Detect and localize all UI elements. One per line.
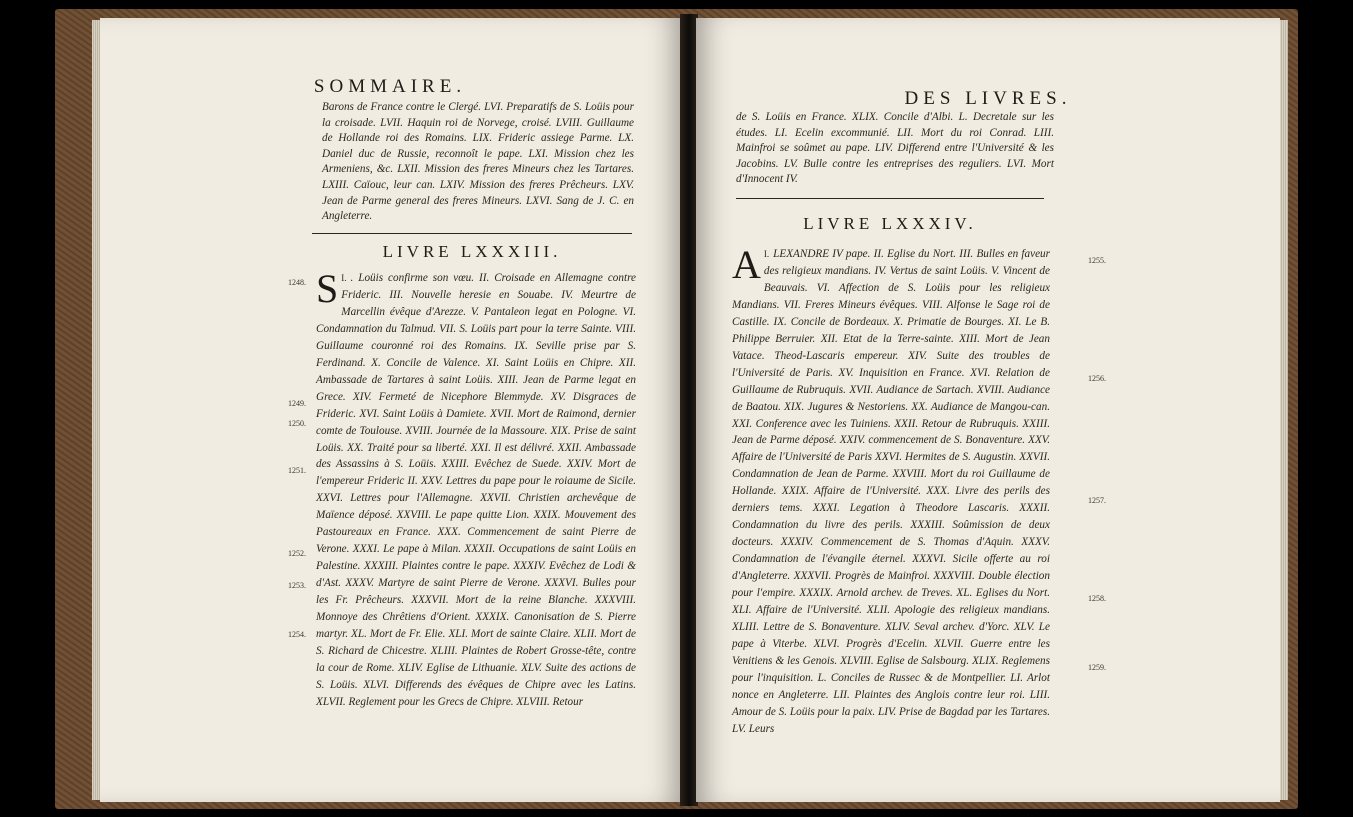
left-body-paragraph	[316, 266, 636, 711]
margin-date-1252: 1252.	[288, 549, 306, 558]
left-intro-paragraph: Barons de France contre le Clergé. LVI. Preparatifs de S. Loüis pour la croisade. LVII. Haquin roi de Norvege, croisé. LVIII. Guillaume de Hollande roi des Romains. LIX. Frideric assiege Parme. LX. Daniel duc de Russie, reconnoît le pape. LXI. Mission chez les Armeniens, &c. LXII. Mission des freres Mineurs chez les Tartares. LXIII. Caïouc, leur can. LXIV. Mission des freres Prêcheurs. LXV. Jean de Parme general des freres Mineurs. LXVI. Sang de J. C. en Angleterre.	[322, 101, 634, 223]
right-section-number: I.	[763, 249, 770, 259]
right-body-text	[732, 242, 1050, 738]
left-intro-text	[322, 100, 634, 225]
margin-date-1254: 1254.	[288, 630, 306, 639]
left-body-content: . Loüis confirme son vœu. II. Croisade en Allemagne contre Frideric. III. Nouvelle heresie en Souabe. IV. Meurtre de Marcellin évêque d'Arezze. V. Pantaleon legat en Pologne. VI. Condamnation du Talmud. VII. S. Loüis part pour la terre Sainte. VIII. Guillaume couronné roi des Romains. IX. Seville prise par S. Ferdinand. X. Concile de Valence. XI. Saint Loüis en Chipre. XII. Ambassade de Tartares à saint Loüis. XIII. Jean de Parme legat en Grece. XIV. Fermeté de Nicephore Blemmyde. XV. Disgraces de Frideric. XVI. Saint Loüis à Damiete. XVII. Mort de Raimond, dernier comte de Toulouse. XVIII. Journée de la Massoure. XIX. Prise de saint Loüis. XX. Traité pour sa liberté. XXI. Il est délivré. XXII. Ambassade des Assassins à S. Loüis. XXIII. Evêchez de Suede. XXIV. Mort de l'empereur Frideric II. XXV. Lettres du pape pour le roiaume de Sicile. XXVI. Lettres pour l'Allemagne. XXVII. Christien archevêque de Maïence déposé. XXVIII. Le pape quitte Lion. XXIX. Mouvement des Pastoureaux en France. XXX. Commencement de saint Pierre de Verone. XXXI. Le pape à Milan. XXXII. Occupations de saint Loüis en Palestine. XXXIII. Plaintes contre le pape. XXXIV. Evêchez de Lodi & d'Ast. XXXV. Martyre de saint Pierre de Verone. XXXVI. Bulles pour les Fr. Prêcheurs. XXXVII. Mort de la reine Blanche. XXXVIII. Monnoye des Chrêtiens d'Orient. XXXIX. Canonisation de S. Pierre martyr. XL. Mort de Fr. Elie. XLI. Mort de sainte Claire. XLII. Mort de S. Richard de Chicestre. XLIII. Plaintes de Robert Grosse-tête, contre la cour de Rome. XLIV. Eglise de Lithuanie. XLV. Suite des actions de S. Loüis. XLVI. Differends des évêques de Chipre avec les Latins. XLVII. Reglement pour les Grecs de Chipre. XLVIII. Retour	[316, 272, 636, 708]
left-running-head: SOMMAIRE.	[313, 76, 467, 97]
left-section-number: I.	[341, 273, 347, 283]
margin-date-1249: 1249.	[288, 399, 306, 408]
left-body-text	[316, 266, 636, 711]
right-intro-paragraph: de S. Loüis en France. XLIX. Concile d'Albi. L. Decretale sur les études. LI. Ecelin excommunié. LII. Mort du roi Conrad. LIII. Mainfroi se soûmet au pape. LIV. Differend entre l'Université & les Jacobins. LV. Bulle contre les entreprises des reguliers. LVI. Mort d'Innocent IV.	[736, 111, 1054, 186]
right-page-edges	[1280, 20, 1288, 800]
right-body-paragraph	[732, 242, 1050, 738]
right-body-content: LEXANDRE IV pape. II. Eglise du Nort. III. Bulles en faveur des religieux mandians. IV. Vertus de saint Loüis. V. Vincent de Beauvais. VI. Affection de S. Loüis pour les religieux Mandians. VII. Freres Mineurs évêques. VIII. Alfonse le Sage roi de Castille. IX. Concile de Bordeaux. X. Primatie de Bourges. XI. Le B. Philippe Berruier. XII. Etat de la Terre-sainte. XIII. Mort de Jean Vatace. Theod-Lascaris empereur. XIV. Suite des troubles de l'Université de Paris. XV. Inquisition en France. XVI. Relation de Guillaume de Rubruquis. XVII. Audiance de Sartach. XVIII. Audiance de Baatou. XIX. Jugures & Nestoriens. XX. Audiance de Mangou-can. XXI. Conference avec les Tuiniens. XXII. Retour de Rubruquis. XXIII. Jean de Parme déposé. XXIV. commencement de S. Bonaventure. XXV. Affaire de l'Université de Paris XXVI. Hermites de S. Augustin. XXVII. Condamnation de Jean de Parme. XXVIII. Mort du roi Guillaume de Hollande. XXIX. Affaire de l'Université. XXX. Livre des perils des derniers tems. XXXI. Legation à Theodore Lascaris. XXXII. Condamnation du livre des perils. XXXIII. Soûmission de deux docteurs. XXXIV. Commencement de S. Thomas d'Aquin. XXXV. Condamnation de l'évangile éternel. XXXVI. Sicile offerte au roi d'Angleterre. XXXVII. Progrès de Mainfroi. XXXVIII. Double élection pour l'empire. XXXIX. Arnold archev. de Treves. XL. Eglises du Nort. XLI. Affaire de l'Université. XLII. Apologie des religieux mandians. XLIII. Lettre de S. Bonaventure. XLIV. Seval archev. d'Yorc. XLV. Le pape à Viterbe. XLVI. Progrès d'Ecelin. XLVII. Guerre entre les Venitiens & les Genois. XLVIII. Eglise de Salsbourg. XLIX. Reglemens pour l'inquisition. L. Conciles de Russec & de Montpellier. LI. Arlot nonce en Angleterre. LII. Plaintes des Anglois contre leur roi. LIII. Amour de S. Loüis pour la paix. LIV. Prise de Bagdad par les Tartares. LV. Leurs	[732, 248, 1050, 735]
left-page	[100, 18, 682, 802]
margin-date-1253: 1253.	[288, 581, 306, 590]
left-livre-heading: LIVRE LXXXIII.	[382, 242, 562, 261]
right-divider-rule	[736, 198, 1044, 199]
left-drop-cap: S	[316, 266, 339, 311]
right-drop-cap: A	[732, 242, 761, 287]
margin-date-1248: 1248.	[288, 278, 306, 287]
margin-date-1255: 1255.	[1088, 256, 1106, 265]
right-page	[696, 18, 1280, 802]
margin-date-1251: 1251.	[288, 466, 306, 475]
left-divider-rule	[312, 233, 632, 234]
margin-date-1250: 1250.	[288, 419, 306, 428]
margin-date-1259: 1259.	[1088, 663, 1106, 672]
margin-date-1257: 1257.	[1088, 496, 1106, 505]
margin-date-1256: 1256.	[1088, 374, 1106, 383]
right-intro-text	[736, 110, 1054, 188]
right-livre-heading: LIVRE LXXXIV.	[803, 214, 977, 233]
left-page-edges	[92, 20, 100, 800]
margin-date-1258: 1258.	[1088, 594, 1106, 603]
right-running-head: DES LIVRES.	[904, 88, 1072, 109]
